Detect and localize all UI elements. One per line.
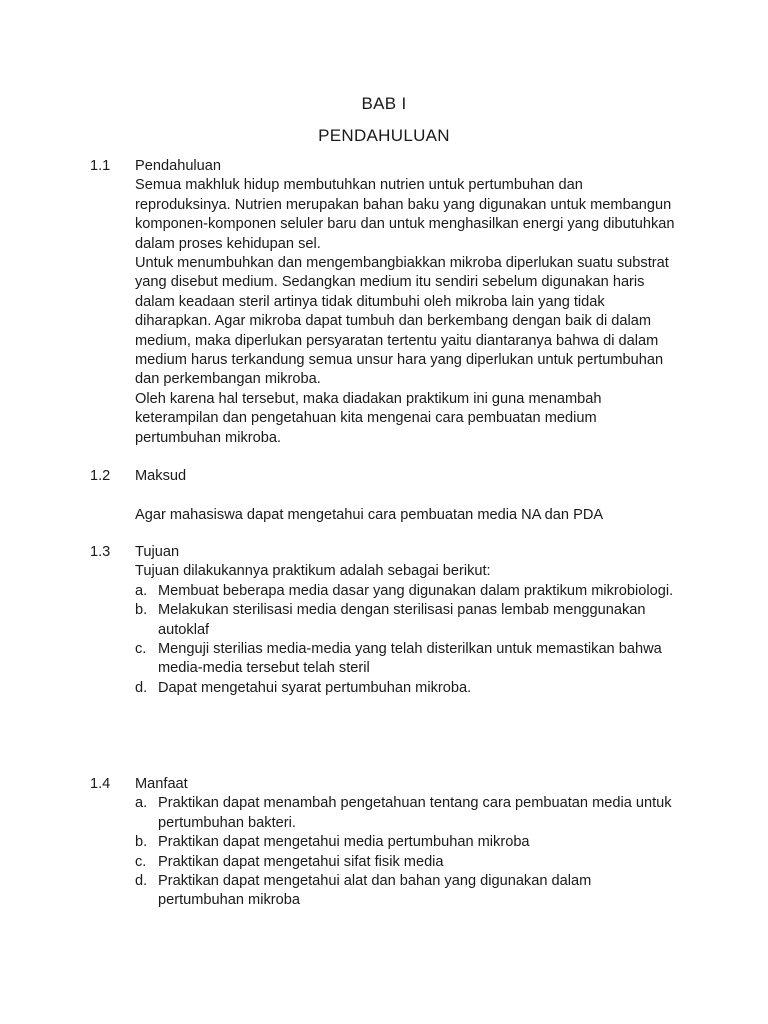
list-marker: b. xyxy=(135,834,148,851)
list-marker: c. xyxy=(135,641,147,658)
tujuan-list xyxy=(135,582,675,698)
spacer xyxy=(135,486,675,505)
list-item-text: Praktikan dapat mengetahui media pertumbuhan mikroba xyxy=(158,834,530,851)
list-item xyxy=(135,679,675,698)
section-number: 1.1 xyxy=(90,158,111,174)
section-number: 1.2 xyxy=(90,468,111,484)
list-item xyxy=(135,794,675,833)
list-item-text: Menguji sterilias media-media yang telah disterilkan untuk memastikan bahwa media-media tersebut telah steril xyxy=(158,641,662,677)
section-heading: Pendahuluan xyxy=(135,158,222,174)
list-item-text: Praktikan dapat menambah pengetahuan tentang cara pembuatan media untuk pertumbuhan bakteri. xyxy=(158,795,672,831)
list-item xyxy=(135,833,675,852)
list-item-text: Dapat mengetahui syarat pertumbuhan mikroba. xyxy=(158,679,472,696)
paragraph: Semua makhluk hidup membutuhkan nutrien untuk pertumbuhan dan reproduksinya. Nutrien merupakan bahan baku yang digunakan untuk membangun komponen-komponen seluler baru dan untuk menghasilkan energi yang dibutuhkan dalam proses kehidupan sel. xyxy=(135,177,675,252)
list-marker: a. xyxy=(135,795,148,812)
section-heading: Manfaat xyxy=(135,776,188,792)
paragraph: Oleh karena hal tersebut, maka diadakan praktikum ini guna menambah keterampilan dan pengetahuan kita mengenai cara pembuatan medium pertumbuhan mikroba. xyxy=(135,390,602,446)
manfaat-list xyxy=(135,794,675,910)
list-marker: a. xyxy=(135,582,148,599)
list-item xyxy=(135,601,675,640)
list-item xyxy=(135,640,675,679)
list-intro: Tujuan dilakukannya praktikum adalah sebagai berikut: xyxy=(135,563,491,580)
paragraph: Agar mahasiswa dapat mengetahui cara pembuatan media NA dan PDA xyxy=(135,506,604,523)
list-item xyxy=(135,582,675,601)
list-marker: d. xyxy=(135,679,148,696)
section-heading: Tujuan xyxy=(135,544,180,560)
list-marker: b. xyxy=(135,602,148,619)
section-number: 1.4 xyxy=(90,776,111,792)
list-item-text: Praktikan dapat mengetahui alat dan bahan yang digunakan dalam pertumbuhan mikroba xyxy=(158,873,592,909)
list-marker: d. xyxy=(135,873,148,890)
chapter-label: BAB I xyxy=(361,94,407,113)
section-number: 1.3 xyxy=(90,544,111,560)
list-item-text: Praktikan dapat mengetahui sifat fisik media xyxy=(158,853,444,870)
list-marker: c. xyxy=(135,853,147,870)
list-item xyxy=(135,853,675,872)
list-item-text: Melakukan sterilisasi media dengan sterilisasi panas lembab menggunakan autoklaf xyxy=(158,602,646,638)
section-body xyxy=(135,467,675,525)
chapter-title: PENDAHULUAN xyxy=(318,126,450,145)
list-item-text: Membuat beberapa media dasar yang digunakan dalam praktikum mikrobiologi. xyxy=(158,582,674,599)
list-item xyxy=(135,872,675,911)
section-body xyxy=(135,775,675,911)
section-heading: Maksud xyxy=(135,468,187,484)
paragraph: Untuk menumbuhkan dan mengembangbiakkan mikroba diperlukan suatu substrat yang disebut medium. Sedangkan medium itu sendiri sebelum digunakan haris dalam keadaan steril artinya tidak ditumbuhi oleh mikroba lain yang tidak diharapkan. Agar mikroba dapat tumbuh dan berkembang dengan baik di dalam medium, maka diperlukan persyaratan tertentu yaitu diantaranya bahwa di dalam medium harus terkandung semua unsur hara yang diperlukan untuk pertumbuhan dan perkembangan mikroba. xyxy=(135,255,669,388)
section-body xyxy=(135,157,675,448)
section-body xyxy=(135,543,675,698)
